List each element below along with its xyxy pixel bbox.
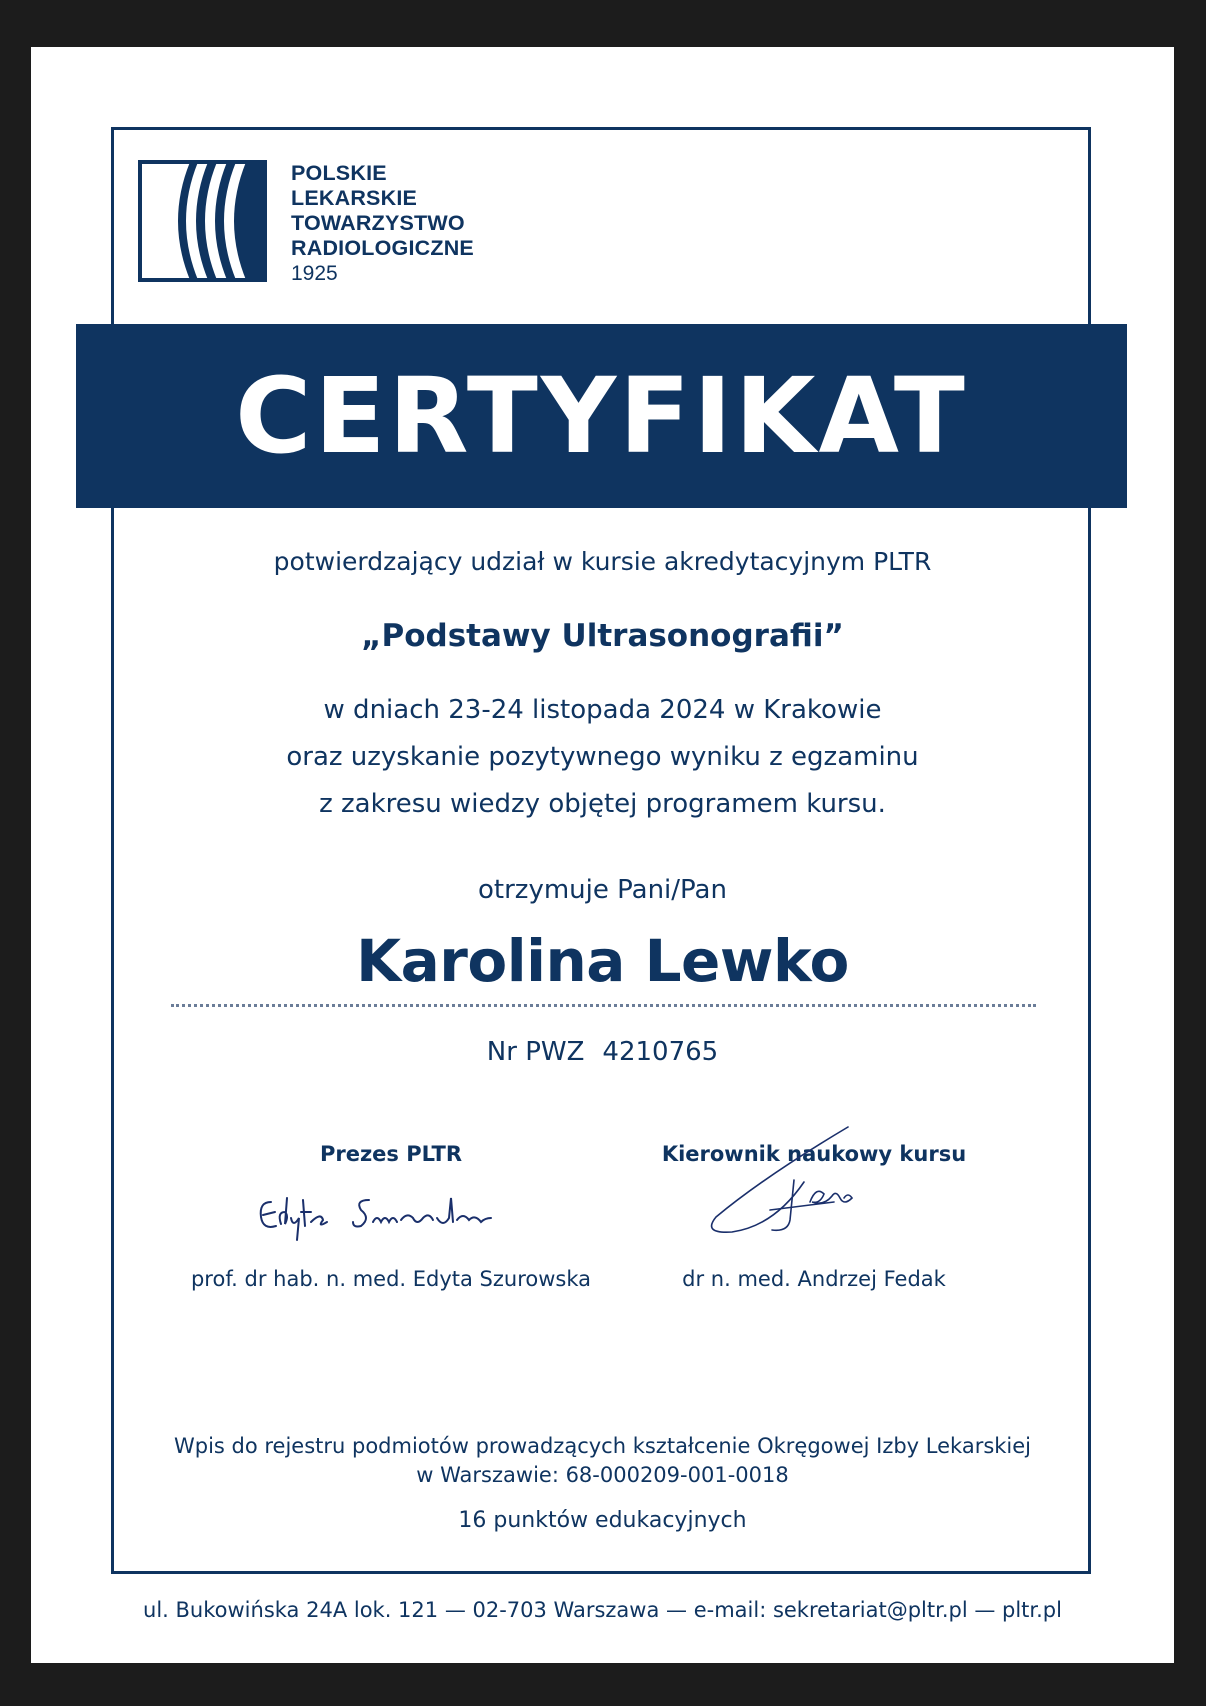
recipient-name: Karolina Lewko: [356, 927, 849, 995]
certificate-page: [31, 47, 1174, 1663]
signature-director-image: [604, 1122, 1024, 1242]
organization-name-line: LEKARSKIE: [291, 186, 418, 210]
pwz-number: 4210765: [602, 1037, 719, 1067]
dotted-divider: [171, 1004, 1036, 1007]
signature-name: prof. dr hab. n. med. Edyta Szurowska: [190, 1267, 592, 1291]
organization-year: 1925: [291, 262, 338, 285]
certificate-title: CERTYFIKAT: [235, 355, 968, 477]
pwz-label: Nr PWZ: [486, 1037, 585, 1067]
scope-line: z zakresu wiedzy objętej programem kursu.: [319, 789, 886, 819]
footer-contact: ul. Bukowińska 24A lok. 121 — 02-703 Warszawa — e-mail: sekretariat@pltr.pl — pltr.pl: [143, 1598, 1062, 1622]
signature-role: Prezes PLTR: [319, 1142, 463, 1166]
education-points: 16 punktów edukacyjnych: [458, 1508, 747, 1533]
course-details: [31, 687, 1174, 828]
signature-name: dr n. med. Andrzej Fedak: [682, 1267, 946, 1291]
registry-entry: [31, 1432, 1174, 1490]
course-title: „Podstawy Ultrasonografii”: [361, 618, 844, 654]
signature-scientific-director: [604, 1142, 1024, 1291]
organization-name-line: POLSKIE: [291, 161, 387, 185]
registry-line: w Warszawie: 68-000209-001-0018: [416, 1463, 789, 1487]
signature-president: [181, 1142, 601, 1291]
pwz-number-line: [31, 1037, 1174, 1067]
signature-president-image: [181, 1172, 601, 1252]
organization-name-line: RADIOLOGICZNE: [291, 236, 474, 260]
organization-logo: [138, 160, 498, 290]
exam-line: oraz uzyskanie pozytywnego wyniku z egzaminu: [286, 742, 919, 772]
registry-line: Wpis do rejestru podmiotów prowadzących kształcenie Okręgowej Izby Lekarskiej: [173, 1434, 1032, 1458]
pltr-logo-icon: [138, 160, 278, 286]
signature-role: Kierownik naukowy kursu: [661, 1142, 967, 1166]
organization-name: [291, 161, 474, 261]
receives-text: otrzymuje Pani/Pan: [478, 875, 727, 905]
title-banner: [76, 324, 1127, 508]
course-date-line: w dniach 23-24 listopada 2024 w Krakowie: [323, 695, 882, 725]
intro-text: potwierdzający udział w kursie akredytacyjnym PLTR: [273, 547, 932, 576]
organization-name-line: TOWARZYSTWO: [291, 211, 465, 235]
